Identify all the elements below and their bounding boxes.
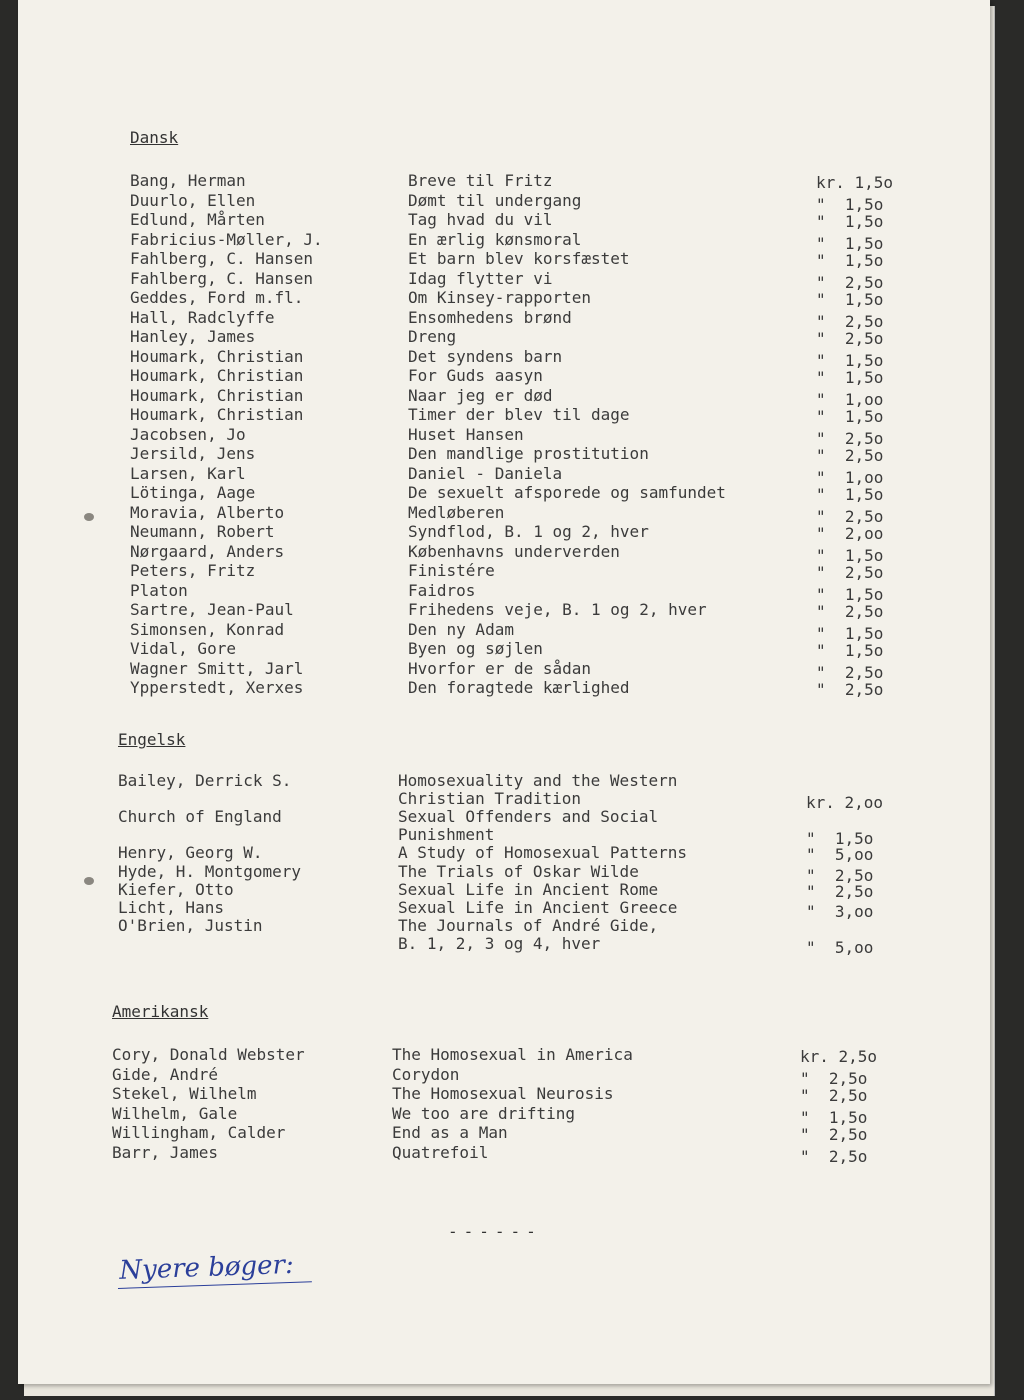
book-author: Houmark, Christian bbox=[130, 385, 304, 405]
book-title: Timer der blev til dage bbox=[408, 405, 630, 424]
book-author: Sartre, Jean-Paul bbox=[130, 600, 294, 619]
book-title: Dreng bbox=[408, 327, 457, 346]
book-price: " 1,5o bbox=[816, 584, 884, 604]
book-title: Medløberen bbox=[408, 502, 505, 522]
book-price: " 2,5o bbox=[800, 1086, 868, 1105]
book-title: Faidros bbox=[408, 580, 476, 600]
book-title: For Guds aasyn bbox=[408, 366, 543, 385]
book-price: kr. 2,oo bbox=[806, 793, 884, 813]
book-price: " 1,5o bbox=[800, 1107, 868, 1127]
book-title: Daniel - Daniela bbox=[408, 463, 563, 483]
book-price: " 2,5o bbox=[816, 563, 884, 582]
book-author: Vidal, Gore bbox=[130, 639, 236, 658]
book-title: Christian Tradition bbox=[398, 789, 582, 809]
book-title: Frihedens veje, B. 1 og 2, hver bbox=[408, 600, 707, 619]
book-author: Kiefer, Otto bbox=[118, 879, 234, 899]
book-title: Syndflod, B. 1 og 2, hver bbox=[408, 522, 649, 541]
book-price: " 2,5o bbox=[816, 311, 884, 331]
book-title: The Trials of Oskar Wilde bbox=[398, 861, 639, 881]
book-price: " 2,5o bbox=[806, 881, 874, 901]
book-title: Københavns underverden bbox=[408, 541, 620, 561]
punch-hole bbox=[84, 877, 94, 885]
book-title: Corydon bbox=[392, 1064, 460, 1084]
book-price: " 1,5o bbox=[816, 545, 884, 565]
book-price: " 2,5o bbox=[800, 1125, 868, 1144]
book-price: " 2,5o bbox=[816, 602, 884, 621]
book-price: " 1,oo bbox=[816, 389, 884, 409]
book-author: Neumann, Robert bbox=[130, 522, 275, 541]
book-title: Huset Hansen bbox=[408, 424, 524, 444]
book-title: En ærlig kønsmoral bbox=[408, 229, 582, 249]
book-title: Idag flytter vi bbox=[408, 268, 553, 288]
book-author: Houmark, Christian bbox=[130, 346, 304, 366]
book-title: The Journals of André Gide, bbox=[398, 915, 659, 935]
book-price: " 2,5o bbox=[816, 446, 884, 465]
separator: ------ bbox=[448, 1222, 542, 1241]
book-author: Nørgaard, Anders bbox=[130, 541, 285, 561]
book-title: Om Kinsey-rapporten bbox=[408, 288, 592, 307]
book-author: Willingham, Calder bbox=[112, 1123, 286, 1142]
book-title: Breve til Fritz bbox=[408, 171, 553, 190]
section-heading: Dansk bbox=[130, 128, 179, 147]
book-price: kr. 2,5o bbox=[800, 1047, 878, 1066]
book-author: Lötinga, Aage bbox=[130, 483, 256, 502]
book-author: Hall, Radclyffe bbox=[130, 307, 275, 327]
book-price: " 3,oo bbox=[806, 901, 874, 921]
book-price: " 1,5o bbox=[806, 829, 874, 849]
book-title: Punishment bbox=[398, 825, 495, 845]
book-title: Ensomhedens brønd bbox=[408, 307, 572, 327]
book-title: The Homosexual Neurosis bbox=[392, 1084, 614, 1103]
book-title: Naar jeg er død bbox=[408, 385, 553, 405]
book-title: The Homosexual in America bbox=[392, 1045, 633, 1064]
book-author: Larsen, Karl bbox=[130, 463, 246, 483]
book-title: Hvorfor er de sådan bbox=[408, 658, 592, 678]
book-author: Moravia, Alberto bbox=[130, 502, 285, 522]
book-author: Simonsen, Konrad bbox=[130, 619, 285, 639]
book-title: Den mandlige prostitution bbox=[408, 444, 649, 463]
book-author: Duurlo, Ellen bbox=[130, 190, 256, 210]
book-title: De sexuelt afsporede og samfundet bbox=[408, 483, 726, 502]
book-author: Houmark, Christian bbox=[130, 366, 304, 385]
book-author: Stekel, Wilhelm bbox=[112, 1084, 257, 1103]
book-author: Houmark, Christian bbox=[130, 405, 304, 424]
handwritten-note: Nyere bøger: bbox=[117, 1249, 312, 1289]
book-price: " 1,5o bbox=[816, 194, 884, 214]
book-price: " 1,5o bbox=[816, 350, 884, 370]
book-price: " 1,5o bbox=[816, 212, 884, 231]
book-title: Byen og søjlen bbox=[408, 639, 543, 658]
book-title: Dømt til undergang bbox=[408, 190, 582, 210]
punch-hole bbox=[84, 513, 94, 521]
section-heading: Engelsk bbox=[118, 730, 186, 749]
book-author: Edlund, Mårten bbox=[130, 210, 265, 229]
book-price: " 1,5o bbox=[816, 251, 884, 270]
book-author: Church of England bbox=[118, 807, 282, 827]
section-heading: Amerikansk bbox=[112, 1002, 209, 1021]
book-price: " 5,oo bbox=[806, 937, 874, 957]
book-title: Finistére bbox=[408, 561, 495, 580]
book-title: Sexual Offenders and Social bbox=[398, 807, 659, 827]
book-author: Wagner Smitt, Jarl bbox=[130, 658, 304, 678]
book-title: Homosexuality and the Western bbox=[398, 771, 678, 790]
book-author: Hanley, James bbox=[130, 327, 256, 346]
book-title: Den foragtede kærlighed bbox=[408, 678, 630, 697]
book-title: Tag hvad du vil bbox=[408, 210, 553, 229]
book-title: Sexual Life in Ancient Greece bbox=[398, 897, 678, 917]
book-author: Barr, James bbox=[112, 1142, 218, 1162]
book-price: " 1,5o bbox=[816, 233, 884, 253]
book-title: Quatrefoil bbox=[392, 1142, 489, 1162]
book-price: " 1,5o bbox=[816, 641, 884, 660]
book-price: " 2,5o bbox=[806, 865, 874, 885]
book-author: Henry, Georg W. bbox=[118, 843, 263, 863]
book-price: kr. 1,5o bbox=[816, 173, 894, 192]
book-price: " 1,5o bbox=[816, 485, 884, 504]
book-title: Et barn blev korsfæstet bbox=[408, 249, 630, 268]
book-price: " 2,5o bbox=[816, 428, 884, 448]
book-author: Bailey, Derrick S. bbox=[118, 771, 292, 790]
book-price: " 1,5o bbox=[816, 623, 884, 643]
book-title: Sexual Life in Ancient Rome bbox=[398, 879, 659, 899]
book-price: " 2,5o bbox=[816, 680, 884, 699]
book-author: Bang, Herman bbox=[130, 171, 246, 190]
book-title: We too are drifting bbox=[392, 1103, 576, 1123]
book-author: Jacobsen, Jo bbox=[130, 424, 246, 444]
book-author: Cory, Donald Webster bbox=[112, 1045, 305, 1064]
book-author: Wilhelm, Gale bbox=[112, 1103, 238, 1123]
book-author: Licht, Hans bbox=[118, 897, 224, 917]
book-author: Jersild, Jens bbox=[130, 444, 256, 463]
book-author: Gide, André bbox=[112, 1064, 218, 1084]
book-title: A Study of Homosexual Patterns bbox=[398, 843, 687, 863]
book-price: " 1,oo bbox=[816, 467, 884, 487]
book-price: " 2,5o bbox=[800, 1068, 868, 1088]
book-price: " 2,5o bbox=[816, 506, 884, 526]
book-price: " 1,5o bbox=[816, 368, 884, 387]
book-author: Fahlberg, C. Hansen bbox=[130, 268, 314, 288]
book-price: " 2,5o bbox=[800, 1146, 868, 1166]
book-author: Geddes, Ford m.fl. bbox=[130, 288, 304, 307]
book-price: " 2,oo bbox=[816, 524, 884, 543]
book-title: End as a Man bbox=[392, 1123, 508, 1142]
book-price: " 2,5o bbox=[816, 329, 884, 348]
book-price: " 2,5o bbox=[816, 272, 884, 292]
book-price: " 1,5o bbox=[816, 290, 884, 309]
book-price: " 2,5o bbox=[816, 662, 884, 682]
book-author: Ypperstedt, Xerxes bbox=[130, 678, 304, 697]
book-title: Den ny Adam bbox=[408, 619, 514, 639]
book-title: Det syndens barn bbox=[408, 346, 563, 366]
book-author: Peters, Fritz bbox=[130, 561, 256, 580]
book-author: O'Brien, Justin bbox=[118, 915, 263, 935]
book-author: Fahlberg, C. Hansen bbox=[130, 249, 314, 268]
book-author: Hyde, H. Montgomery bbox=[118, 861, 302, 881]
book-price: " 5,oo bbox=[806, 845, 874, 865]
book-price: " 1,5o bbox=[816, 407, 884, 426]
book-author: Fabricius-Møller, J. bbox=[130, 229, 323, 249]
book-author: Platon bbox=[130, 580, 188, 600]
book-title: B. 1, 2, 3 og 4, hver bbox=[398, 933, 601, 953]
